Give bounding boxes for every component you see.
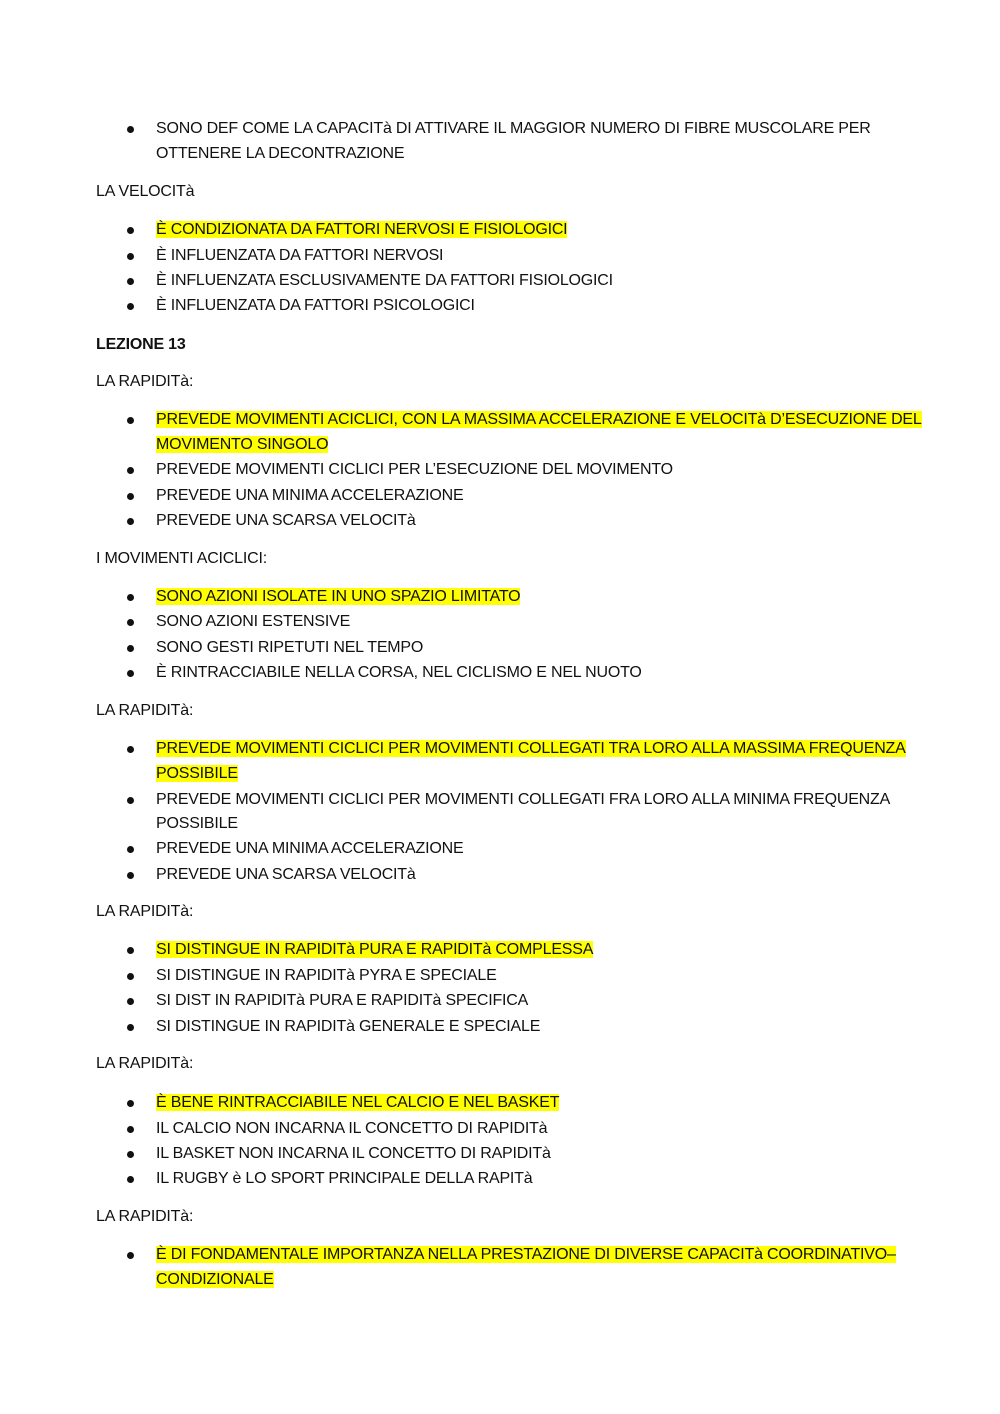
item-text: IL BASKET NON INCARNA IL CONCETTO DI RAPIDITà bbox=[156, 1145, 551, 1162]
section-heading-lezione-13: LEZIONE 13 bbox=[96, 336, 186, 353]
section-heading-la-velocit: LA VELOCITà bbox=[96, 183, 195, 200]
bullet-icon bbox=[127, 1252, 134, 1259]
highlighted-text: CONDIZIONALE bbox=[156, 1271, 274, 1288]
item-text: PREVEDE UNA SCARSA VELOCITà bbox=[156, 512, 416, 529]
list-item bbox=[156, 246, 443, 266]
list-item bbox=[156, 144, 404, 164]
bullet-icon bbox=[127, 797, 134, 804]
highlighted-text: PREVEDE MOVIMENTI CICLICI PER MOVIMENTI COLLEGATI TRA LORO ALLA MASSIMA FREQUENZA bbox=[156, 740, 906, 757]
highlighted-text: PREVEDE MOVIMENTI ACICLICI, CON LA MASSIMA ACCELERAZIONE E VELOCITà D’ESECUZIONE DEL bbox=[156, 411, 922, 428]
list-item bbox=[156, 663, 642, 683]
bullet-icon bbox=[127, 746, 134, 753]
list-item bbox=[156, 1017, 540, 1037]
bullet-icon bbox=[127, 670, 134, 677]
item-text: SONO AZIONI ESTENSIVE bbox=[156, 613, 351, 630]
item-text: POSSIBILE bbox=[156, 815, 238, 832]
bullet-icon bbox=[127, 518, 134, 525]
bullet-icon bbox=[127, 947, 134, 954]
section-heading-la-rapidit: LA RAPIDITà: bbox=[96, 903, 194, 920]
highlighted-text: È DI FONDAMENTALE IMPORTANZA NELLA PRESTAZIONE DI DIVERSE CAPACITà COORDINATIVO– bbox=[156, 1246, 896, 1263]
highlighted-text: MOVIMENTO SINGOLO bbox=[156, 436, 329, 453]
bullet-icon bbox=[127, 126, 134, 133]
item-text: IL RUGBY è LO SPORT PRINCIPALE DELLA RAPITà bbox=[156, 1170, 533, 1187]
bullet-icon bbox=[127, 619, 134, 626]
section-heading-la-rapidit: LA RAPIDITà: bbox=[96, 702, 194, 719]
list-item-correct-answer bbox=[156, 940, 593, 960]
list-item bbox=[156, 612, 350, 632]
list-item-correct-answer bbox=[156, 764, 238, 784]
list-item-correct-answer bbox=[156, 435, 328, 455]
list-item bbox=[156, 511, 416, 531]
section-heading-la-rapidit: LA RAPIDITà: bbox=[96, 373, 194, 390]
highlighted-text: SI DISTINGUE IN RAPIDITà PURA E RAPIDITà COMPLESSA bbox=[156, 941, 594, 958]
bullet-icon bbox=[127, 645, 134, 652]
bullet-icon bbox=[127, 417, 134, 424]
list-item bbox=[156, 1144, 551, 1164]
bullet-icon bbox=[127, 493, 134, 500]
bullet-icon bbox=[127, 467, 134, 474]
item-text: SI DISTINGUE IN RAPIDITà PYRA E SPECIALE bbox=[156, 967, 497, 984]
section-heading-la-rapidit: LA RAPIDITà: bbox=[96, 1208, 194, 1225]
list-item bbox=[156, 271, 613, 291]
item-text: È RINTRACCIABILE NELLA CORSA, NEL CICLISMO E NEL NUOTO bbox=[156, 664, 642, 681]
bullet-icon bbox=[127, 253, 134, 260]
highlighted-text: SONO AZIONI ISOLATE IN UNO SPAZIO LIMITATO bbox=[156, 588, 521, 605]
item-text: OTTENERE LA DECONTRAZIONE bbox=[156, 145, 405, 162]
bullet-icon bbox=[127, 846, 134, 853]
bullet-icon bbox=[127, 973, 134, 980]
list-item-correct-answer bbox=[156, 410, 922, 430]
item-text: È INFLUENZATA ESCLUSIVAMENTE DA FATTORI FISIOLOGICI bbox=[156, 272, 613, 289]
section-heading-la-rapidit: LA RAPIDITà: bbox=[96, 1055, 194, 1072]
bullet-icon bbox=[127, 872, 134, 879]
item-text: PREVEDE UNA MINIMA ACCELERAZIONE bbox=[156, 840, 464, 857]
bullet-icon bbox=[127, 227, 134, 234]
highlighted-text: È CONDIZIONATA DA FATTORI NERVOSI E FISIOLOGICI bbox=[156, 221, 568, 238]
list-item-correct-answer bbox=[156, 1270, 274, 1290]
list-item bbox=[156, 814, 238, 834]
list-item bbox=[156, 296, 475, 316]
item-text: PREVEDE MOVIMENTI CICLICI PER L’ESECUZIONE DEL MOVIMENTO bbox=[156, 461, 673, 478]
list-item bbox=[156, 119, 871, 139]
item-text: PREVEDE UNA MINIMA ACCELERAZIONE bbox=[156, 487, 464, 504]
bullet-icon bbox=[127, 1024, 134, 1031]
list-item bbox=[156, 991, 528, 1011]
bullet-icon bbox=[127, 1100, 134, 1107]
item-text: È INFLUENZATA DA FATTORI PSICOLOGICI bbox=[156, 297, 475, 314]
highlighted-text: POSSIBILE bbox=[156, 765, 238, 782]
bullet-icon bbox=[127, 1151, 134, 1158]
list-item bbox=[156, 1119, 547, 1139]
highlighted-text: È BENE RINTRACCIABILE NEL CALCIO E NEL BASKET bbox=[156, 1094, 560, 1111]
list-item bbox=[156, 638, 423, 658]
list-item-correct-answer bbox=[156, 1245, 896, 1265]
list-item bbox=[156, 966, 497, 986]
list-item-correct-answer bbox=[156, 1093, 559, 1113]
bullet-icon bbox=[127, 303, 134, 310]
item-text: PREVEDE MOVIMENTI CICLICI PER MOVIMENTI COLLEGATI FRA LORO ALLA MINIMA FREQUENZA bbox=[156, 791, 891, 808]
list-item bbox=[156, 460, 673, 480]
list-item-correct-answer bbox=[156, 739, 906, 759]
bullet-icon bbox=[127, 278, 134, 285]
list-item bbox=[156, 839, 463, 859]
list-item-correct-answer bbox=[156, 220, 567, 240]
bullet-icon bbox=[127, 1176, 134, 1183]
item-text: SI DIST IN RAPIDITà PURA E RAPIDITà SPECIFICA bbox=[156, 992, 529, 1009]
item-text: PREVEDE UNA SCARSA VELOCITà bbox=[156, 866, 416, 883]
bullet-icon bbox=[127, 998, 134, 1005]
item-text: IL CALCIO NON INCARNA IL CONCETTO DI RAPIDITà bbox=[156, 1120, 548, 1137]
list-item bbox=[156, 790, 890, 810]
item-text: SONO GESTI RIPETUTI NEL TEMPO bbox=[156, 639, 424, 656]
list-item bbox=[156, 1169, 532, 1189]
list-item bbox=[156, 865, 416, 885]
bullet-icon bbox=[127, 594, 134, 601]
list-item bbox=[156, 486, 463, 506]
bullet-icon bbox=[127, 1126, 134, 1133]
list-item-correct-answer bbox=[156, 587, 520, 607]
item-text: È INFLUENZATA DA FATTORI NERVOSI bbox=[156, 247, 444, 264]
section-heading-i-movimenti-aciclici: I MOVIMENTI ACICLICI: bbox=[96, 550, 267, 567]
item-text: SONO DEF COME LA CAPACITà DI ATTIVARE IL MAGGIOR NUMERO DI FIBRE MUSCOLARE PER bbox=[156, 120, 871, 137]
item-text: SI DISTINGUE IN RAPIDITà GENERALE E SPECIALE bbox=[156, 1018, 541, 1035]
